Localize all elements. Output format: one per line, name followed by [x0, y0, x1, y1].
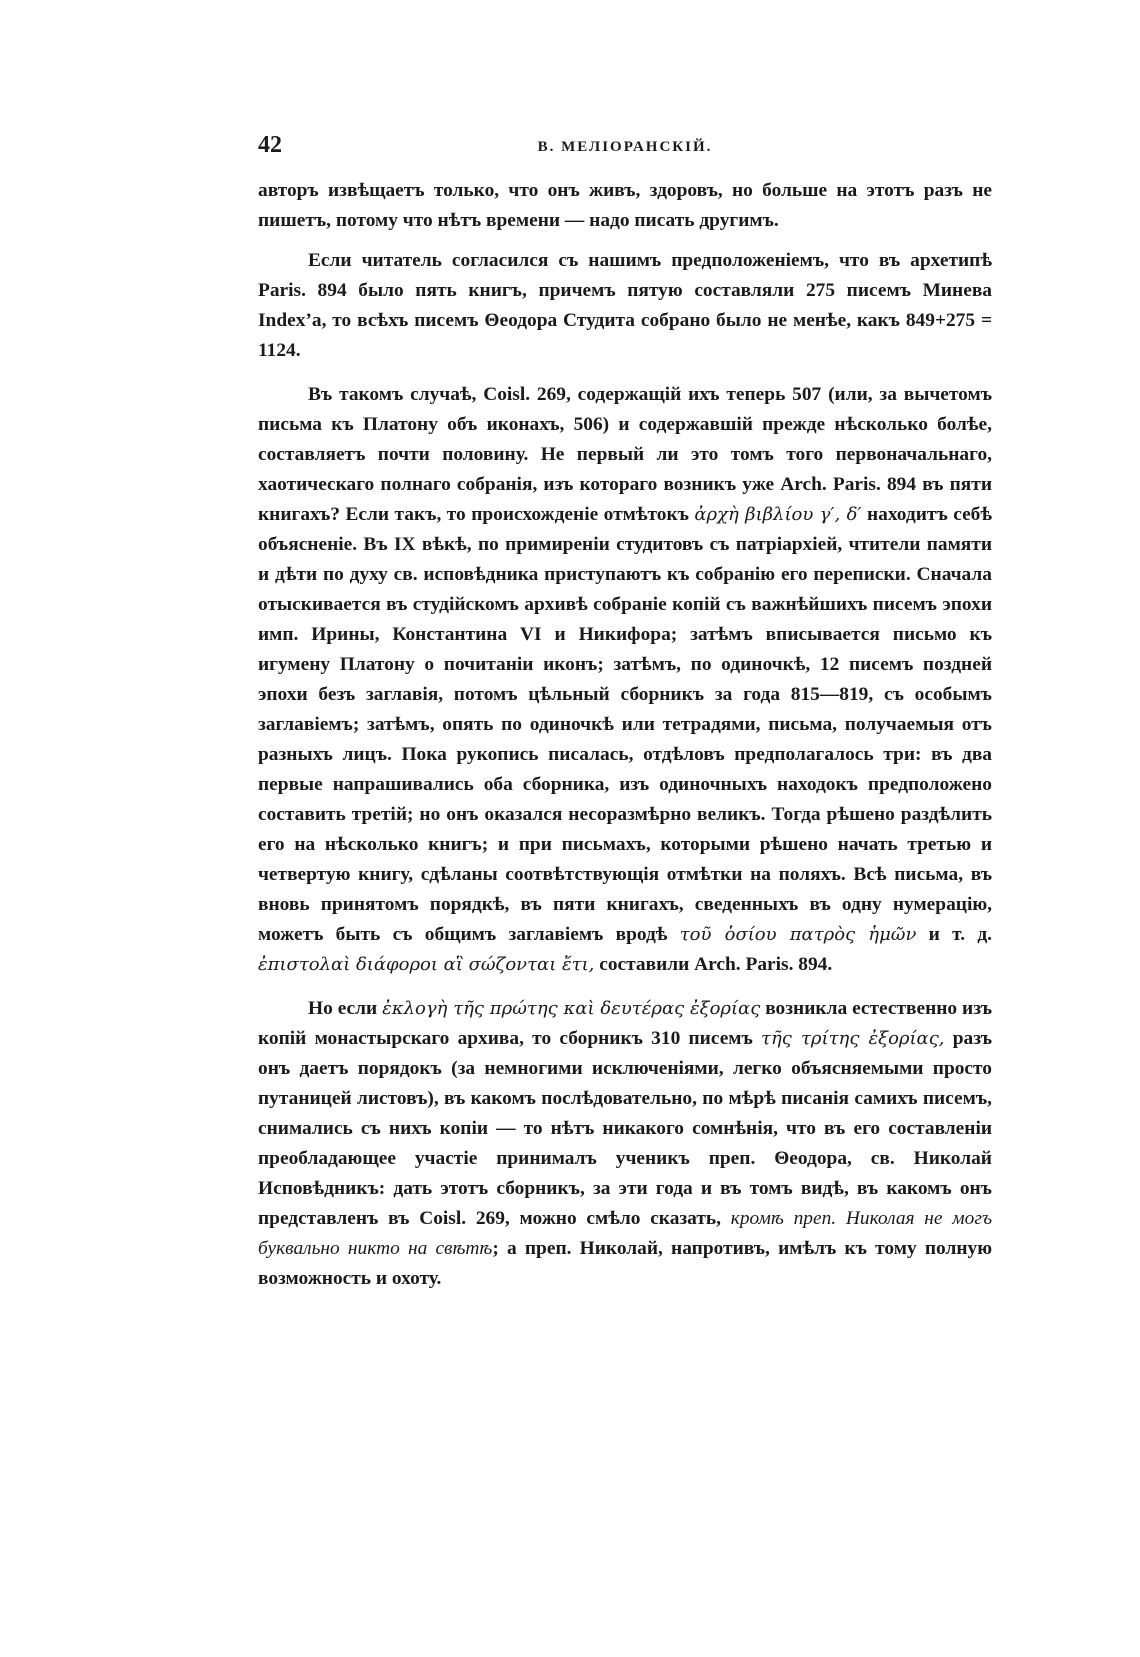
paragraph-3-text-b: находитъ себѣ объясненіе. Въ IX вѣкѣ, по примиреніи студитовъ съ патріархіей, чтители памяти и дѣти по духу св. исповѣдника приступаютъ къ собранію его переписки. Сначала отыскивается въ студійскомъ архивѣ собраніе копій съ важнѣйшихъ писемъ эпохи имп. Ирины, Константина VI и Никифора; затѣмъ вписывается письмо къ игумену Платону о почитаніи иконъ; затѣмъ, по одиночкѣ, 12 писемъ поздней эпохи безъ заглавія, потомъ цѣльный сборникъ за года 815—819, съ особымъ заглавіемъ; затѣмъ, опять по одиночкѣ или тетрадями, письма, получаемыя отъ разныхъ лицъ. Пока рукопись писалась, отдѣловъ предполагалось три: въ два первые напрашивались оба сборника, изъ одиночныхъ находокъ предположено составить третій; но онъ оказался несоразмѣрно великъ. Тогда рѣшено раздѣлить его на нѣсколько книгъ; и при письмахъ, которыми рѣшено начать третью и четвертую книгу, сдѣланы соотвѣтствующія отмѣтки на поляхъ. Всѣ письма, въ вновь принятомъ порядкѣ, въ пяти книгахъ, сведенныхъ въ одну нумерацію, можетъ быть съ общимъ заглавіемъ вродѣ	[258, 504, 993, 945]
paragraph-3	[258, 380, 992, 980]
paragraph-1	[258, 176, 992, 236]
page-number: 42	[258, 132, 282, 158]
running-head	[258, 132, 992, 166]
greek-phrase-trites-exorias: τῆς τρίτης ἐξορίας,	[761, 1028, 945, 1049]
page-body	[258, 132, 992, 1294]
paragraph-4-text-a: Но если	[308, 998, 383, 1019]
greek-phrase-tou-hosiou: τοῦ ὁσίου πατρὸς ἡμῶν	[679, 924, 917, 945]
paragraph-3-text-c: и т. д.	[916, 924, 992, 945]
paragraph-3-text-d: составили Arch. Paris. 894.	[594, 954, 833, 975]
running-head-author: В. МЕЛІОРАНСКІЙ.	[537, 139, 713, 155]
greek-phrase-arche-bibliou: ἀρχὴ βιβλίου γ′, δ′	[694, 504, 862, 525]
greek-phrase-epistolai: ἐπιστολαὶ διάφοροι αἳ σώζονται ἔτι,	[258, 954, 595, 975]
paragraph-4-text-c: разъ онъ даетъ порядокъ (за немногими исключеніями, легко объясняемыми просто путаницей листовъ), въ какомъ послѣдовательно, по мѣрѣ писанія самихъ писемъ, снимались съ нихъ копіи — то нѣтъ никакого сомнѣнія, что въ его составленіи преобладающее участіе принималъ ученикъ преп. Θеодора, св. Николай Исповѣдникъ: дать этотъ сборникъ, за эти года и въ томъ видѣ, въ какомъ онъ представленъ въ Coisl. 269, можно смѣло сказать,	[258, 1028, 992, 1229]
paragraph-3-text-a: Въ такомъ случаѣ, Coisl. 269, содержащій ихъ теперь 507 (или, за вычетомъ письма къ Платону объ иконахъ, 506) и содержавшій прежде нѣсколько болѣе, составляетъ почти половину. Не первый ли это томъ того первоначальнаго, хаотическаго полнаго собранія, изъ котораго возникъ уже Arch. Paris. 894 въ пяти книгахъ? Если такъ, то происхожденіе отмѣтокъ	[258, 384, 992, 525]
italic-phrase: кромѣ преп. Николая не могъ буквально никто на свѣтѣ	[258, 1208, 993, 1259]
greek-phrase-ekloge: ἐκλογὴ τῆς πρώτης καὶ δευτέρας ἐξορίας	[382, 998, 761, 1019]
paragraph-4	[258, 994, 992, 1294]
paragraph-2-text: Если читатель согласился съ нашимъ предположеніемъ, что въ архетипѣ Paris. 894 было пять книгъ, причемъ пятую составляли 275 писемъ Минева Index’а, то всѣхъ писемъ Θеодора Студита собрано было не менѣе, какъ 849+275 = 1124.	[258, 250, 992, 361]
paragraph-4-text-d: ; а преп. Николай, напротивъ, имѣлъ къ тому полную возможность и охоту.	[258, 1238, 993, 1289]
paragraph-4-text-b: возникла естественно изъ копій монастырскаго архива, то сборникъ 310 писемъ	[258, 998, 992, 1049]
paragraph-2	[258, 246, 992, 366]
paragraph-1-text: авторъ извѣщаетъ только, что онъ живъ, здоровъ, но больше на этотъ разъ не пишетъ, потому что нѣтъ времени — надо писать другимъ.	[258, 180, 992, 231]
